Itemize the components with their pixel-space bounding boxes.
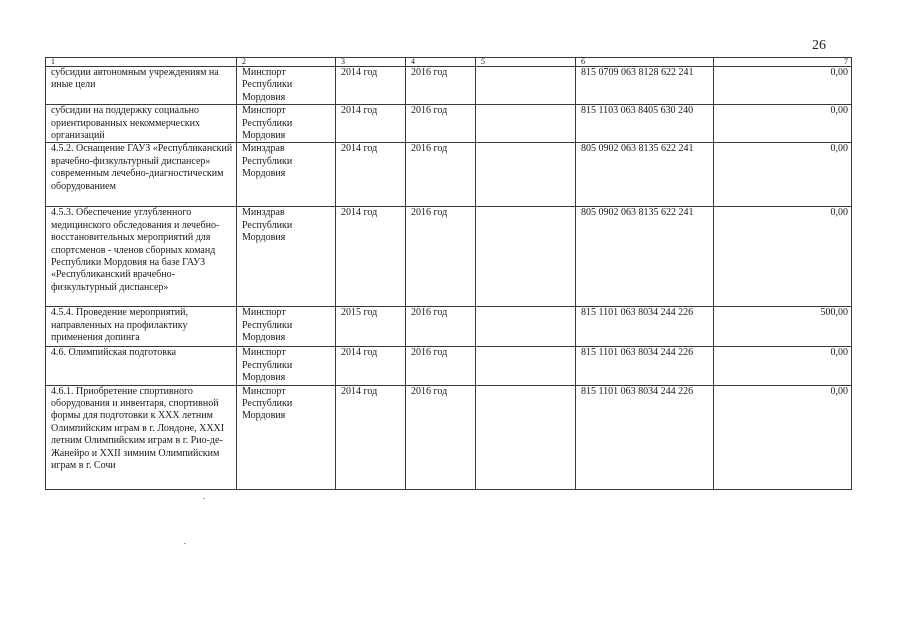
end-year-cell: 2016 год [406, 347, 476, 385]
column-number: 7 [714, 58, 852, 67]
table-row [46, 143, 852, 207]
executor-cell: Минспорт Республики Мордовия [237, 307, 336, 347]
end-year-cell: 2016 год [406, 307, 476, 347]
end-year-cell: 2016 год [406, 143, 476, 207]
end-year-cell: 2016 год [406, 105, 476, 143]
end-year-cell: 2016 год [406, 67, 476, 105]
measure-cell: 4.5.2. Оснащение ГАУЗ «Республиканский врачебно-физкультурный диспансер» современным лечебно-диагностическим оборудованием [46, 143, 237, 207]
executor-cell: Минздрав Республики Мордовия [237, 143, 336, 207]
budget-code-cell: 815 1101 063 8034 244 226 [576, 307, 714, 347]
end-year-cell: 2016 год [406, 385, 476, 489]
column-number: 6 [576, 58, 714, 67]
column-number: 2 [237, 58, 336, 67]
start-year-cell: 2014 год [336, 67, 406, 105]
budget-code-cell: 805 0902 063 8135 622 241 [576, 143, 714, 207]
table-row [46, 67, 852, 105]
budget-code-cell: 805 0902 063 8135 622 241 [576, 207, 714, 307]
empty-cell [476, 207, 576, 307]
start-year-cell: 2014 год [336, 143, 406, 207]
amount-cell: 0,00 [714, 385, 852, 489]
empty-cell [476, 105, 576, 143]
table-row [46, 385, 852, 489]
budget-code-cell: 815 1101 063 8034 244 226 [576, 385, 714, 489]
budget-code-cell: 815 1103 063 8405 630 240 [576, 105, 714, 143]
empty-cell [476, 307, 576, 347]
budget-code-cell: 815 0709 063 8128 622 241 [576, 67, 714, 105]
empty-cell [476, 385, 576, 489]
table-row [46, 347, 852, 385]
start-year-cell: 2014 год [336, 207, 406, 307]
amount-cell: 0,00 [714, 105, 852, 143]
budget-code-cell: 815 1101 063 8034 244 226 [576, 347, 714, 385]
start-year-cell: 2014 год [336, 347, 406, 385]
start-year-cell: 2014 год [336, 105, 406, 143]
column-number-row [46, 58, 852, 67]
amount-cell: 0,00 [714, 67, 852, 105]
program-measures-table [45, 57, 852, 490]
executor-cell: Минспорт Республики Мордовия [237, 385, 336, 489]
executor-cell: Минздрав Республики Мордовия [237, 207, 336, 307]
amount-cell: 500,00 [714, 307, 852, 347]
start-year-cell: 2014 год [336, 385, 406, 489]
executor-cell: Минспорт Республики Мордовия [237, 347, 336, 385]
measure-cell: субсидии на поддержку социально ориентированных некоммерческих организаций [46, 105, 237, 143]
table-row [46, 207, 852, 307]
amount-cell: 0,00 [714, 143, 852, 207]
column-number: 4 [406, 58, 476, 67]
measure-cell: 4.5.4. Проведение мероприятий, направленных на профилактику применения допинга [46, 307, 237, 347]
end-year-cell: 2016 год [406, 207, 476, 307]
executor-cell: Минспорт Республики Мордовия [237, 67, 336, 105]
measure-cell: 4.5.3. Обеспечение углубленного медицинского обследования и лечебно-восстановительных мероприятий для спортсменов - членов сборных команд Республики Мордовия на базе ГАУЗ «Республиканский врачебно-физкультурный диспансер» [46, 207, 237, 307]
empty-cell [476, 347, 576, 385]
table-row [46, 307, 852, 347]
amount-cell: 0,00 [714, 207, 852, 307]
amount-cell: 0,00 [714, 347, 852, 385]
column-number: 3 [336, 58, 406, 67]
empty-cell [476, 67, 576, 105]
scan-speck [184, 543, 186, 544]
measure-cell: субсидии автономным учреждениям на иные цели [46, 67, 237, 105]
table-row [46, 105, 852, 143]
measure-cell: 4.6. Олимпийская подготовка [46, 347, 237, 385]
column-number: 5 [476, 58, 576, 67]
measure-cell: 4.6.1. Приобретение спортивного оборудования и инвентаря, спортивной формы для подготовки к XXX летним Олимпийским играм в г. Лондоне, XXXI летним Олимпийским играм в г. Рио-де-Жанейро и XXII зимним Олимпийским играм в г. Сочи [46, 385, 237, 489]
page-number: 26 [812, 38, 826, 53]
executor-cell: Минспорт Республики Мордовия [237, 105, 336, 143]
empty-cell [476, 143, 576, 207]
column-number: 1 [46, 58, 237, 67]
scan-speck [203, 498, 205, 499]
start-year-cell: 2015 год [336, 307, 406, 347]
